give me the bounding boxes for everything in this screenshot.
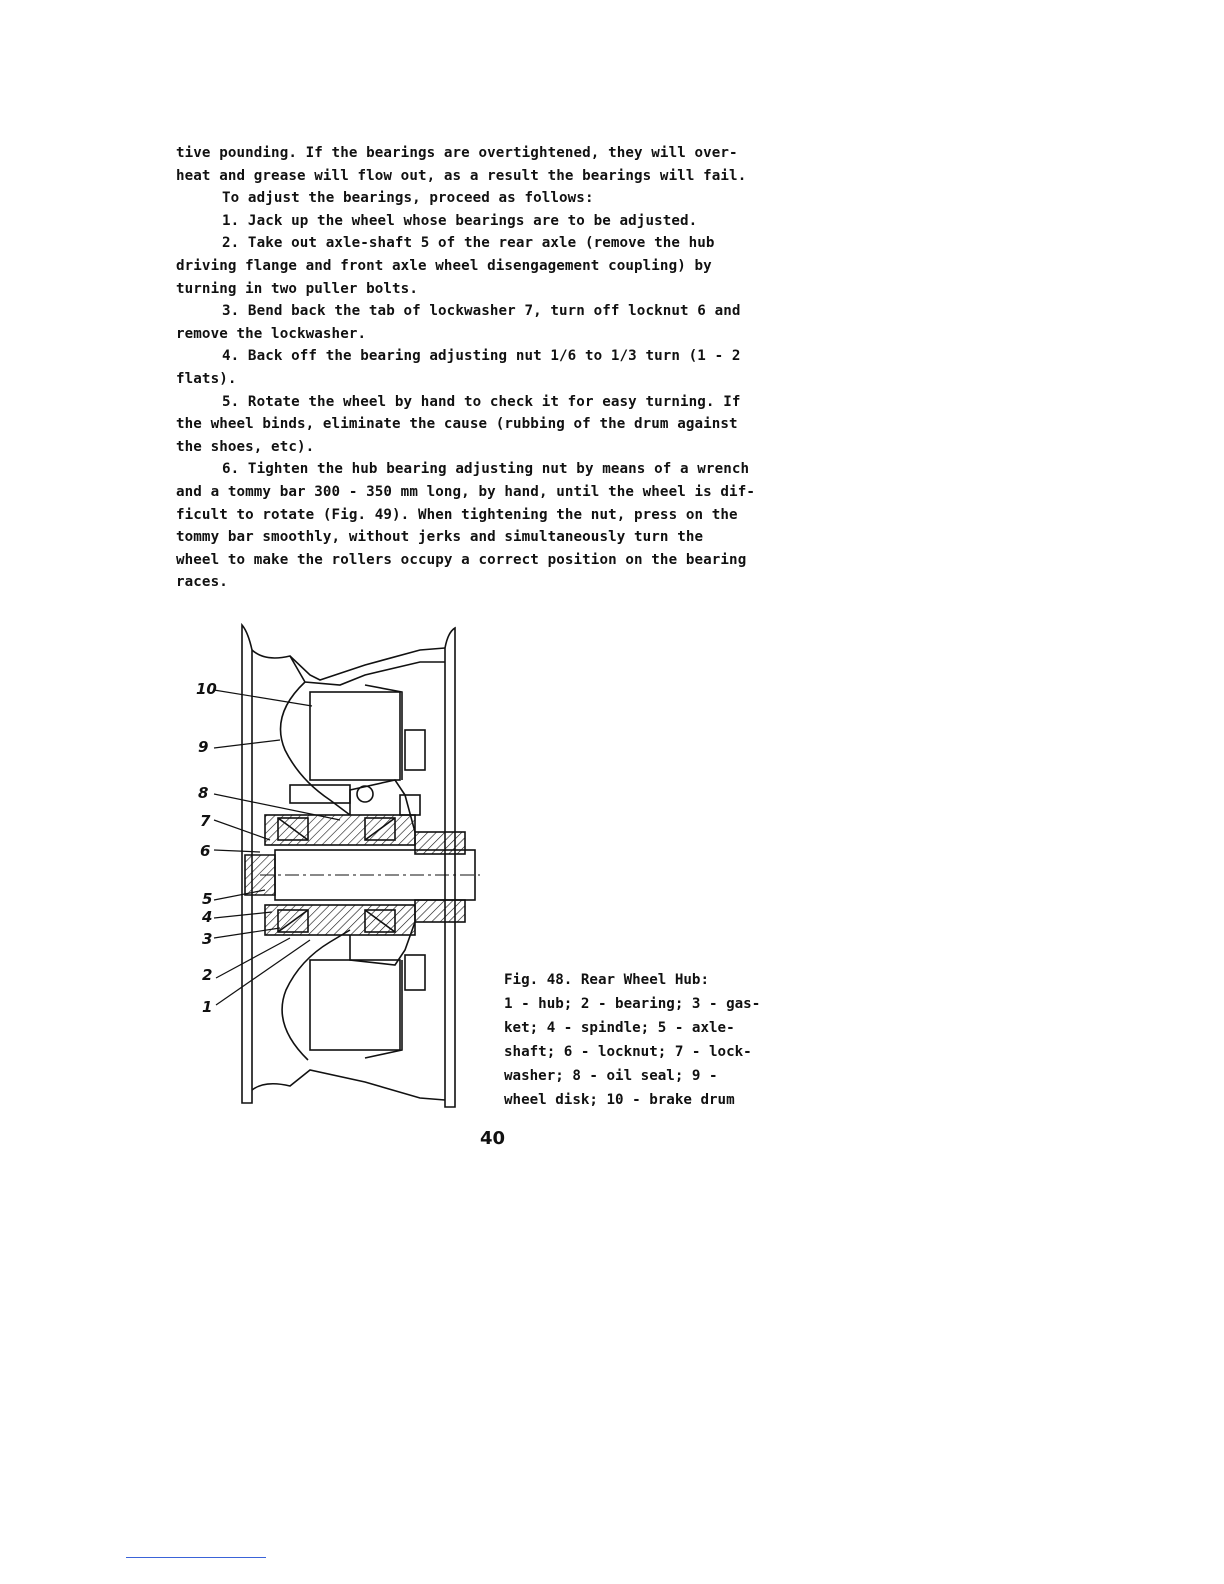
text-line: the wheel binds, eliminate the cause (rubbing of the drum against <box>176 416 738 433</box>
text-line: heat and grease will flow out, as a result the bearings will fail. <box>176 167 747 184</box>
text-line: wheel to make the rollers occupy a correct position on the bearing <box>176 551 747 568</box>
spindle-end <box>245 855 275 895</box>
caption-line: ket; 4 - spindle; 5 - axle- <box>504 1020 735 1036</box>
leader-9 <box>214 740 280 748</box>
stud-bottom <box>405 955 425 990</box>
callout-10: 10 <box>196 680 217 698</box>
text-line: remove the lockwasher. <box>176 325 367 342</box>
caption-line: shaft; 6 - locknut; 7 - lock- <box>504 1044 752 1060</box>
rear-wheel-hub-drawing <box>190 620 490 1120</box>
wheel-disk <box>281 682 351 815</box>
leader-6 <box>214 850 260 852</box>
text-line: tommy bar smoothly, without jerks and simultaneously turn the <box>176 529 704 546</box>
text-line: 1. Jack up the wheel whose bearings are to be adjusted. <box>222 212 698 229</box>
brake-bolt-top <box>290 785 350 803</box>
text-line: 2. Take out axle-shaft 5 of the rear axle (remove the hub <box>222 235 715 252</box>
callout-1: 1 <box>202 998 213 1016</box>
leader-2 <box>216 938 290 978</box>
text-line: 4. Back off the bearing adjusting nut 1/6 to 1/3 turn (1 - 2 <box>222 348 741 365</box>
text-line: flats). <box>176 370 237 387</box>
callout-7: 7 <box>200 812 211 830</box>
text-line: and a tommy bar 300 - 350 mm long, by hand, until the wheel is dif- <box>176 483 755 500</box>
callout-9: 9 <box>198 738 209 756</box>
text-line: turning in two puller bolts. <box>176 280 418 297</box>
callout-6: 6 <box>200 842 211 860</box>
text-line: To adjust the bearings, proceed as follows: <box>222 190 594 207</box>
brake-drum-bottom <box>310 960 400 1050</box>
leader-4 <box>214 912 272 918</box>
stud-top <box>405 730 425 770</box>
body-text <box>176 142 796 594</box>
text-line: races. <box>176 574 228 591</box>
text-line: the shoes, etc). <box>176 438 315 455</box>
caption-title: Fig. 48. Rear Wheel Hub: <box>504 972 709 988</box>
callout-5: 5 <box>202 890 213 908</box>
text-line: driving flange and front axle wheel disengagement coupling) by <box>176 257 712 274</box>
hub-cross-section <box>190 620 490 1120</box>
callout-4: 4 <box>202 908 213 926</box>
text-line: 5. Rotate the wheel by hand to check it for easy turning. If <box>222 393 741 410</box>
caption-line: 1 - hub; 2 - bearing; 3 - gas- <box>504 996 761 1012</box>
figure-caption <box>504 968 794 1112</box>
caption-line: washer; 8 - oil seal; 9 - <box>504 1068 718 1084</box>
callout-2: 2 <box>202 966 213 984</box>
rim-right <box>445 628 455 1107</box>
leader-10 <box>214 690 312 706</box>
driving-flange-bottom <box>415 900 465 922</box>
rim-bottom-flange <box>252 1070 445 1100</box>
caption-line: wheel disk; 10 - brake drum <box>504 1092 735 1108</box>
footnote-divider <box>126 1557 266 1558</box>
text-line: ficult to rotate (Fig. 49). When tightening the nut, press on the <box>176 506 738 523</box>
callout-3: 3 <box>202 930 213 948</box>
rim-top-flange <box>252 648 445 680</box>
brake-drum-top <box>310 692 400 780</box>
text-line: tive pounding. If the bearings are overtightened, they will over- <box>176 145 738 161</box>
text-line: 6. Tighten the hub bearing adjusting nut by means of a wrench <box>222 461 750 478</box>
page-number: 40 <box>480 1128 506 1149</box>
text-line: 3. Bend back the tab of lockwasher 7, turn off locknut 6 and <box>222 303 741 320</box>
driving-flange-top <box>415 832 465 854</box>
callout-8: 8 <box>198 784 209 802</box>
